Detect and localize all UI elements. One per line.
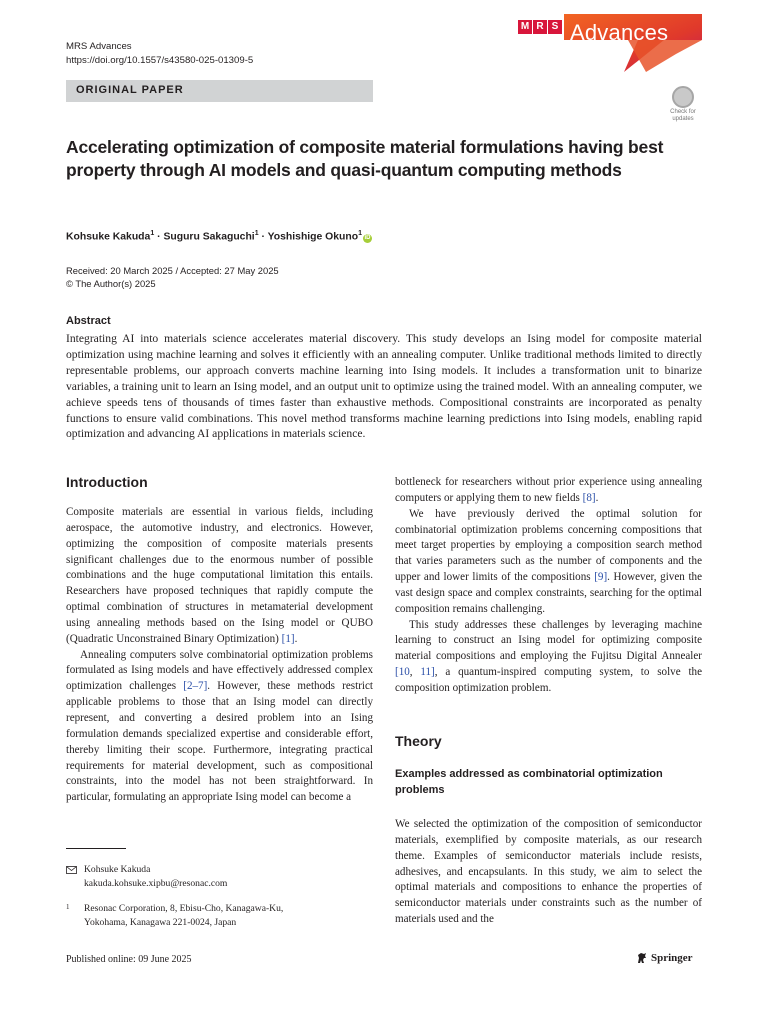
paragraph (66, 648, 373, 806)
paragraph-text: . However, given the vast design space and complex constraints, searching for the optimal composition remains challenging. (395, 571, 702, 615)
corresponding-author-email[interactable]: kakuda.kohsuke.xipbu@resonac.com (84, 877, 228, 889)
envelope-icon (66, 866, 77, 874)
mrs-letter-r: R (533, 20, 547, 34)
paragraph-text: , a quantum-inspired computing system, to solve the composition optimization problem. (395, 666, 702, 694)
author-affiliation-marker: 1 (254, 230, 259, 237)
abstract-text: Integrating AI into materials science accelerates material discovery. This study develops an Ising model for composite material optimization using machine learning and solves it efficiently with an annealing computer. Unlike traditional methods limited to directly representable problems, our approach converts machine learning into Ising models. It includes a transformation unit to binarize variables, a training unit to learn an Ising model, and an output unit to optimize using the trained model. With an annealing computer, we achieve speeds tens of thousands of times faster than exhaustive methods. Compositional constraints are incorporated as penalty functions to ensure valid combinations. This novel method transforms machine learning predictions into Ising models, enabling rapid optimization and advancing AI applications in materials science. (66, 332, 702, 441)
paragraph (395, 618, 702, 697)
paragraph: We selected the optimization of the composition of semiconductor materials, exemplified by composite materials, as our research theme. Examples of semiconductor materials include resists, adhesives, and encapsulants. In this study, we aim to select the optimal materials and compositions to enhance the properties of semiconductor materials under constraints such as the number of materials used and the (395, 818, 702, 926)
paragraph-text: . However, these methods restrict applicable problems to those that an Ising model can directly represent, and converting a desired problem into an Ising formulation demands specialized expertise and considerable effort, thereby limiting their scope. Furthermore, integrating practical requirements for material development, such as compositional constraints, into the model has not been straightforward. In particular, formulating an appropriate Ising model can become a (66, 680, 373, 804)
doi-link[interactable]: https://doi.org/10.1557/s43580-025-01309-5 (66, 55, 254, 66)
footnote-divider (66, 848, 126, 849)
citation-link[interactable]: [1] (281, 632, 295, 645)
author-name[interactable]: Kohsuke Kakuda (66, 231, 151, 243)
section-heading-introduction: Introduction (66, 474, 148, 490)
article-type-label: ORIGINAL PAPER (76, 84, 184, 96)
paragraph-text: Composite materials are essential in various fields, including aerospace, the automotive industry, and electronics. However, optimizing the composition of composite materials presents significant challenges due to the enormous number of possible combinations and the huge computational limitation this entails. Researchers have proposed techniques that rapidly compute the optimal combination of structures in metamaterial development using annealing methods based on the Ising model or QUBO (Quadratic Unconstrained Binary Optimization) (66, 506, 373, 645)
affiliation-number: 1 (66, 903, 70, 911)
paragraph-text: . (294, 632, 298, 645)
article-type-bar (66, 80, 373, 102)
check-for-updates-badge[interactable] (665, 84, 701, 124)
springer-logo (636, 952, 693, 964)
citation-link[interactable]: [10 (395, 666, 410, 679)
mrs-letter-m: M (518, 20, 532, 34)
advances-wordmark: Advances (570, 20, 669, 45)
corresponding-author-name: Kohsuke Kakuda (84, 864, 151, 875)
author-affiliation-marker: 1 (358, 230, 362, 237)
paragraph-text: . (595, 491, 599, 504)
paragraph (66, 505, 373, 648)
paragraph-text: This study addresses these challenges by leveraging machine learning to construct an Ising model for optimizing composite material compositions and employing the Fujitsu Digital Annealer (395, 618, 702, 663)
citation-link[interactable]: 11] (420, 666, 435, 679)
author-name[interactable]: Suguru Sakaguchi (163, 231, 255, 243)
citation-link[interactable]: [2–7] (183, 680, 208, 693)
article-dates (66, 264, 279, 290)
springer-horse-icon (636, 952, 648, 964)
section-heading-theory: Theory (395, 733, 442, 749)
mrs-advances-logo (518, 14, 702, 72)
subsection-heading: Examples addressed as combinatorial optimization problems (395, 768, 663, 796)
paragraph-text: , (409, 666, 421, 679)
journal-info (66, 40, 253, 68)
affiliation (84, 902, 283, 929)
paragraph-text: bottleneck for researchers without prior experience using annealing computers or applying them to new fields (395, 476, 702, 504)
affiliation-line: Yokohama, Kanagawa 221-0024, Japan (84, 916, 237, 928)
check-updates-label: Check for updates (670, 109, 696, 122)
published-online-date: Published online: 09 June 2025 (66, 954, 192, 965)
left-column (66, 505, 373, 806)
author-affiliation-marker: 1 (150, 230, 155, 237)
author-separator: · (258, 231, 268, 243)
paragraph (395, 475, 702, 507)
paper-title: Accelerating optimization of composite material formulations having best property through AI models and quasi-quantum computing methods (66, 137, 664, 180)
right-column-bottom (395, 817, 702, 928)
corresponding-author (84, 863, 227, 890)
orcid-icon[interactable]: iD (364, 235, 371, 242)
paragraph-text: We have previously derived the optimal solution for combinatorial optimization problems concerning compositions that meet target properties by employing a composition search method that varies parameters such as the number of components and the upper and lower limits of the compositions (395, 507, 702, 584)
journal-name: MRS Advances (66, 41, 132, 52)
received-accepted-dates: Received: 20 March 2025 / Accepted: 27 May 2025 (66, 265, 279, 276)
citation-link[interactable]: [8] (582, 491, 596, 504)
affiliation-line: Resonac Corporation, 8, Ebisu-Cho, Kanagawa-Ku, (84, 903, 284, 914)
author-list (66, 227, 372, 244)
right-column-top (395, 475, 702, 697)
mrs-letter-s: S (548, 20, 562, 34)
author-name[interactable]: Yoshishige Okuno (267, 231, 359, 243)
paragraph-text: Annealing computers solve combinatorial optimization problems formulated as Ising models and have effectively addressed complex optimization challenges (66, 648, 373, 693)
author-separator: · (154, 231, 164, 243)
copyright-notice: © The Author(s) 2025 (66, 278, 156, 289)
check-updates-icon (672, 86, 694, 108)
springer-wordmark: Springer (651, 952, 693, 964)
citation-link[interactable]: [9] (594, 571, 608, 584)
mrs-letters (518, 20, 563, 34)
paragraph (395, 507, 702, 618)
abstract-heading: Abstract (66, 315, 111, 327)
